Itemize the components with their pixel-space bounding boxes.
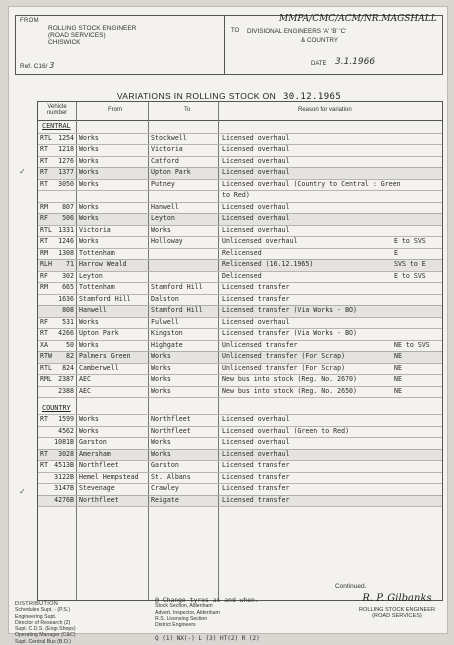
reason: New bus into stock (Reg. No. 2650) — [222, 386, 357, 395]
from-location: Garston — [79, 438, 107, 447]
vehicle-type: RTL — [40, 363, 52, 372]
distribution-list — [15, 601, 135, 645]
col-reason: Reason for variation — [298, 107, 352, 113]
change-note-block — [155, 597, 305, 628]
licence-code: NE to SVS — [394, 340, 430, 349]
licence-code: NE — [394, 363, 402, 372]
to-location: Leyton — [151, 214, 175, 222]
from-location: Works — [79, 340, 99, 349]
margin-mark: ✓ — [19, 167, 26, 176]
memo-header — [15, 15, 443, 77]
reason: Licensed overhaul — [222, 449, 290, 458]
to-location: Garston — [151, 461, 179, 470]
vehicle-type: RT — [40, 329, 48, 337]
section-central: CENTRAL — [42, 122, 71, 130]
licence-code: E — [394, 248, 398, 257]
to-location: Reigate — [151, 495, 179, 504]
table-header — [38, 102, 442, 121]
reason: Licensed overhaul — [222, 415, 290, 424]
change-line: Advert. Inspector, Aldenham — [155, 609, 220, 616]
to-location: Works — [151, 375, 171, 383]
to-location: Stockwell — [151, 133, 187, 142]
vehicle-type: RM — [40, 248, 48, 257]
reason: Licensed transfer — [222, 283, 290, 291]
to-label: TO — [231, 28, 240, 34]
from-location: Works — [79, 317, 99, 326]
reason: Licensed overhaul — [222, 438, 290, 447]
vehicle-number: 1599 — [58, 415, 74, 424]
section-country: COUNTRY — [42, 403, 71, 412]
date-label: DATE — [311, 61, 327, 67]
reason: Licensed overhaul — [222, 202, 290, 211]
vehicle-number: 3028 — [58, 449, 74, 458]
reason: Licensed transfer — [222, 294, 290, 303]
ref-label: Ref. C16/ — [20, 63, 48, 70]
vehicle-number: 506 — [62, 214, 74, 222]
from-location: AEC — [79, 375, 91, 383]
vehicle-number: 3122B — [54, 472, 74, 481]
vehicle-number: 2387 — [58, 375, 74, 383]
signature-block — [351, 593, 443, 619]
distribution-line: Supt. Central Bus (B.O.) — [15, 638, 71, 645]
from-location: AEC — [79, 386, 91, 395]
to-location: Stamford Hill — [151, 283, 203, 291]
from-location: Stevenage — [79, 484, 115, 493]
to-location: Victoria — [151, 145, 183, 153]
distribution-line: Supt. C.D.S. (Engr.Shops) — [15, 626, 76, 633]
vehicle-number: 1246 — [58, 237, 74, 245]
reason: Unlicensed overhaul — [222, 237, 298, 245]
to-location: St. Albans — [151, 472, 191, 481]
distribution-line: Schedules Supt. - (P.S.) — [15, 607, 70, 614]
handwritten-annotation: MMPA/CMC/ACM/NR.MAGSHALL — [279, 14, 437, 24]
to-line-2: & COUNTRY — [301, 37, 338, 44]
licence-code: E to SVS — [394, 271, 426, 280]
from-location: Hanwell — [79, 306, 107, 314]
reason: Licensed transfer — [222, 495, 290, 504]
reason: Licensed overhaul — [222, 145, 290, 153]
date-value: 3.1.1966 — [335, 57, 376, 67]
to-location: Northfleet — [151, 426, 191, 435]
from-location: Northfleet — [79, 495, 119, 504]
vehicle-type: RM — [40, 283, 48, 291]
vehicle-number: 1218 — [58, 145, 74, 153]
to-location: Catford — [151, 156, 179, 165]
vehicle-number: 824 — [62, 363, 74, 372]
from-label: FROM — [20, 18, 39, 24]
vehicle-type: RTL — [40, 225, 52, 234]
continued-note: Continued. — [335, 583, 367, 590]
reason: Unlicensed transfer (For Scrap) — [222, 363, 346, 372]
vehicle-type: RTW — [40, 352, 52, 360]
to-location: Works — [151, 438, 171, 447]
vehicle-number: 4266 — [58, 329, 74, 337]
vehicle-number: 71 — [66, 260, 74, 268]
from-location: Works — [79, 156, 99, 165]
to-box — [225, 15, 443, 75]
memo-footer — [15, 573, 443, 645]
to-location: Fulwell — [151, 317, 179, 326]
vehicle-number: 665 — [62, 283, 74, 291]
vehicle-type: XA — [40, 340, 48, 349]
reason: Relicensed (16.12.1965) — [222, 260, 314, 268]
vehicle-type: RT — [40, 237, 48, 245]
distribution-head: DISTRIBUTION — [15, 601, 59, 607]
vehicle-number: 4562 — [58, 426, 74, 435]
from-location: Stamford Hill — [79, 294, 131, 303]
from-location: Works — [79, 214, 99, 222]
reason: Unlicensed transfer (For Scrap) — [222, 352, 346, 360]
reason: Licensed overhaul — [222, 317, 290, 326]
from-location: Works — [79, 179, 99, 188]
vehicle-number: 807 — [62, 202, 74, 211]
vehicle-type: RF — [40, 271, 48, 280]
vehicle-type: RML — [40, 375, 52, 383]
from-location: Upton Park — [79, 329, 119, 337]
to-location: Putney — [151, 179, 175, 188]
from-location: Leyton — [79, 271, 103, 280]
licence-code: NE — [394, 386, 402, 395]
vehicle-number: 1377 — [58, 168, 74, 176]
to-location: Highgate — [151, 340, 183, 349]
from-location: Works — [79, 415, 99, 424]
vehicle-number: 1331 — [58, 225, 74, 234]
distribution-codes: Q (1) NX(-) L (3) HT(2) R (2) — [155, 635, 260, 642]
from-location: Works — [79, 168, 99, 176]
licence-code: SVS to E — [394, 260, 426, 268]
ref-value: 3 — [49, 61, 55, 70]
from-line-1: ROLLING STOCK ENGINEER — [48, 25, 137, 32]
from-location: Palmers Green — [79, 352, 131, 360]
reason: Licensed transfer (Via Works - BO) — [222, 306, 357, 314]
vehicle-number: 3050 — [58, 179, 74, 188]
vehicle-number: 82 — [66, 352, 74, 360]
signature: R. P. Gilbanks — [362, 593, 432, 604]
reason: Licensed overhaul — [222, 214, 290, 222]
from-location: Camberwell — [79, 363, 119, 372]
distribution-line: Director of Research (2) — [15, 619, 71, 626]
from-location: Amersham — [79, 449, 111, 458]
to-location: Dalston — [151, 294, 179, 303]
from-box — [15, 15, 225, 75]
signatory-dept: (ROAD SERVICES) — [372, 613, 422, 619]
from-location: Northfleet — [79, 461, 119, 470]
distribution-line: Operating Manager (C&C) — [15, 632, 76, 639]
to-location: Crawley — [151, 484, 179, 493]
vehicle-type: RT — [40, 461, 48, 470]
to-location: Works — [151, 449, 171, 458]
col-vehicle: Vehicle number — [46, 104, 68, 116]
vehicle-type: RT — [40, 449, 48, 458]
vehicle-number: 1276 — [58, 156, 74, 165]
ref-number — [20, 61, 54, 70]
vehicle-number: 4276B — [54, 495, 74, 504]
to-location: Stamford Hill — [151, 306, 203, 314]
from-location: Harrow Weald — [79, 260, 127, 268]
vehicle-type: RT — [40, 156, 48, 165]
from-location: Works — [79, 145, 99, 153]
to-location: Kingston — [151, 329, 183, 337]
reason: Licensed overhaul (Country to Central : Green — [222, 179, 401, 188]
from-location: Hemel Hempstead — [79, 472, 139, 481]
vehicle-number: 50 — [66, 340, 74, 349]
change-line: R.S. Licensing Section — [155, 615, 208, 622]
to-location: Works — [151, 352, 171, 360]
reason: Licensed overhaul — [222, 168, 290, 176]
title-date: 30.12.1965 — [282, 92, 342, 102]
reason: Licensed overhaul (Green to Red) — [222, 426, 350, 435]
reason: Licensed transfer (Via Works - BO) — [222, 329, 357, 337]
col-to: To — [184, 107, 191, 113]
from-location: Works — [79, 426, 99, 435]
vehicle-type: RT — [40, 145, 48, 153]
licence-code: E to SVS — [394, 237, 426, 245]
reason: Licensed transfer — [222, 484, 290, 493]
variations-table — [37, 101, 443, 604]
licence-code: NE — [394, 352, 402, 360]
to-location: Works — [151, 386, 171, 395]
vehicle-number: 1081B — [54, 438, 74, 447]
to-location: Holloway — [151, 237, 183, 245]
margin-mark: ✓ — [19, 487, 26, 496]
change-line: District Engineers — [155, 622, 196, 629]
to-location: Northfleet — [151, 415, 191, 424]
reason: to Red) — [222, 191, 250, 199]
vehicle-type: RTL — [40, 133, 52, 142]
vehicle-type: RF — [40, 317, 48, 326]
vehicle-type: RM — [40, 202, 48, 211]
to-location: Hanwell — [151, 202, 179, 211]
licence-code: NE — [394, 375, 402, 383]
from-location: Tottenham — [79, 248, 115, 257]
from-location: Victoria — [79, 225, 111, 234]
vehicle-type: RT — [40, 179, 48, 188]
distribution-line: Engineering Supt. — [15, 613, 57, 620]
change-line: Stock Section, Aldenham — [155, 603, 213, 610]
reason: Licensed transfer — [222, 461, 290, 470]
to-line-1: DIVISIONAL ENGINEERS 'A' 'B' 'C' — [247, 28, 347, 35]
table-row — [38, 495, 442, 508]
reason: Relicensed — [222, 248, 262, 257]
vehicle-number: 302 — [62, 271, 74, 280]
table-row — [38, 386, 442, 399]
reason: Licensed overhaul — [222, 225, 290, 234]
vehicle-type: RLH — [40, 260, 52, 268]
to-location: Upton Park — [151, 168, 191, 176]
reason: Licensed overhaul — [222, 133, 290, 142]
change-note: @ Change tyres as and when. — [155, 596, 259, 604]
vehicle-number: 808 — [62, 306, 74, 314]
from-location: Works — [79, 237, 99, 245]
to-location: Works — [151, 225, 171, 234]
reason: Unlicensed transfer — [222, 340, 298, 349]
vehicle-number: 531 — [62, 317, 74, 326]
from-line-3: CHISWICK — [48, 39, 81, 46]
reason: Delicensed — [222, 271, 262, 280]
title-text: VARIATIONS IN ROLLING STOCK ON — [116, 91, 277, 101]
vehicle-number: 1308 — [58, 248, 74, 257]
vehicle-number: 3147B — [54, 484, 74, 493]
from-location: Tottenham — [79, 283, 115, 291]
vehicle-type: RT — [40, 168, 48, 176]
from-line-2: (ROAD SERVICES) — [48, 32, 106, 39]
vehicle-number: 2388 — [58, 386, 74, 395]
from-location: Works — [79, 202, 99, 211]
document-page — [8, 6, 448, 645]
reason: New bus into stock (Reg. No. 2670) — [222, 375, 357, 383]
signatory-title: ROLLING STOCK ENGINEER — [358, 607, 436, 613]
reason: Licensed transfer — [222, 472, 290, 481]
col-from: From — [108, 107, 122, 113]
vehicle-number: 4513B — [54, 461, 74, 470]
to-location: Works — [151, 363, 171, 372]
vehicle-type: RT — [40, 415, 48, 424]
vehicle-number: 1636 — [58, 294, 74, 303]
vehicle-number: 1254 — [58, 133, 74, 142]
reason: Licensed overhaul — [222, 156, 290, 165]
vehicle-type: RF — [40, 214, 48, 222]
from-location: Works — [79, 133, 99, 142]
